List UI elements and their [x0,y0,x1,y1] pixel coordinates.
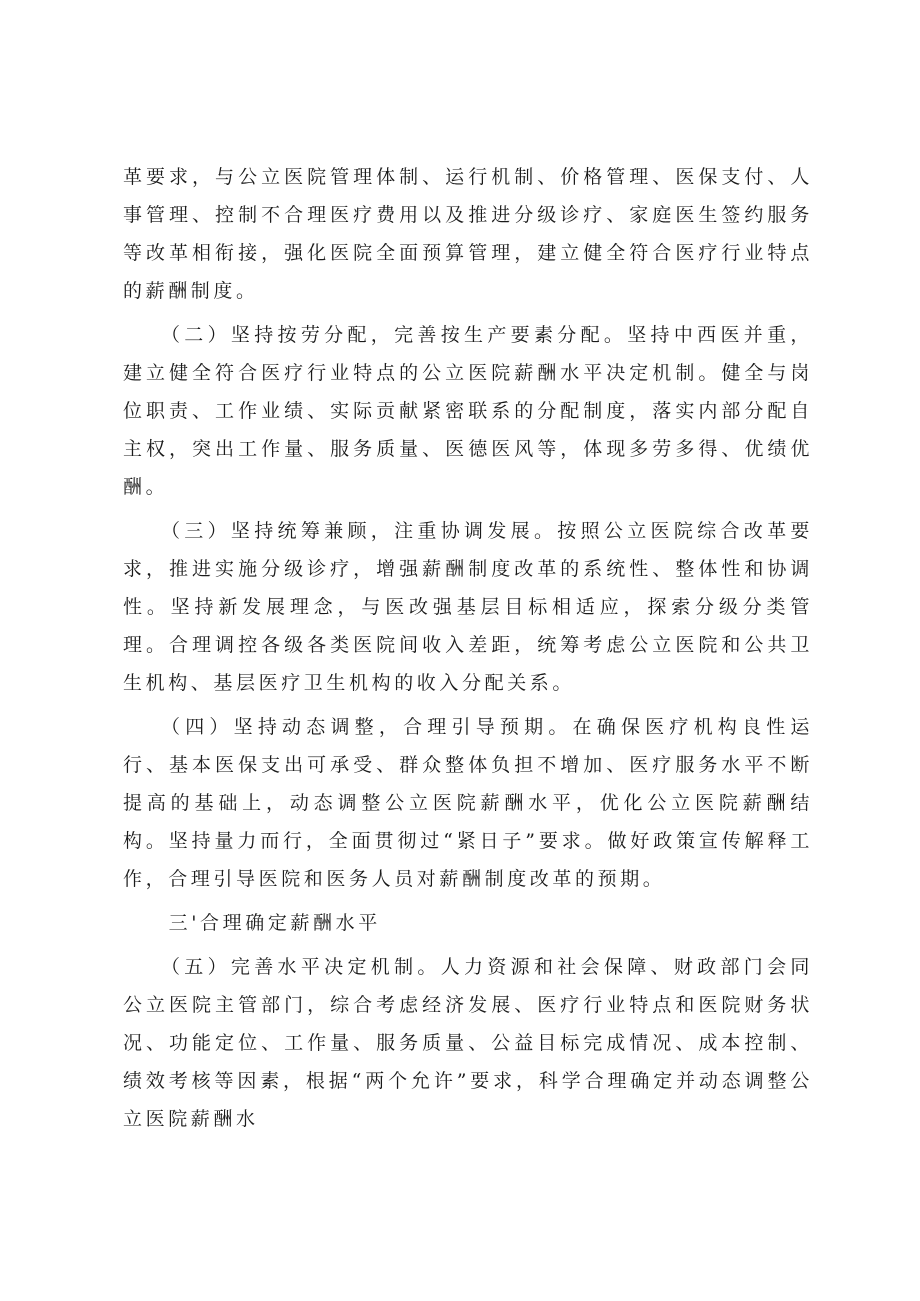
paragraph-continuation: 革要求，与公立医院管理体制、运行机制、价格管理、医保支付、人事管理、控制不合理医疗费用以及推进分级诊疗、家庭医生签约服务等改革相衔接，强化医院全面预算管理，建立健全符合医疗行业特点的薪酬制度。 [123,166,813,302]
paragraph-item-3: （三）坚持统筹兼顾，注重协调发展。按照公立医院综合改革要求，推进实施分级诊疗，增强薪酬制度改革的系统性、整体性和协调性。坚持新发展理念，与医改强基层目标相适应，探索分级分类管理。合理调控各级各类医院间收入差距，统筹考虑公立医院和公共卫生机构、基层医疗卫生机构的收入分配关系。 [123,520,813,694]
section-heading: 三'合理确定薪酬水平 [168,912,381,934]
paragraph-item-2: （二）坚持按劳分配，完善按生产要素分配。坚持中西医并重，建立健全符合医疗行业特点的公立医院薪酬水平决定机制。健全与岗位职责、工作业绩、实际贡献紧密联系的分配制度，落实内部分配自主权，突出工作量、服务质量、医德医风等，体现多劳多得、优绩优酬。 [123,324,813,498]
paragraph-item-4: （四）坚持动态调整，合理引导预期。在确保医疗机构良性运行、基本医保支出可承受、群众整体负担不增加、医疗服务水平不断提高的基础上，动态调整公立医院薪酬水平，优化公立医院薪酬结构。坚持量力而行，全面贯彻过“紧日子”要求。做好政策宣传解释工作，合理引导医院和医务人员对薪酬制度改革的预期。 [123,716,813,890]
paragraph-item-5: （五）完善水平决定机制。人力资源和社会保障、财政部门会同公立医院主管部门，综合考虑经济发展、医疗行业特点和医院财务状况、功能定位、工作量、服务质量、公益目标完成情况、成本控制、绩效考核等因素，根据“两个允许”要求，科学合理确定并动态调整公立医院薪酬水 [123,956,813,1130]
document-body [123,158,813,1144]
